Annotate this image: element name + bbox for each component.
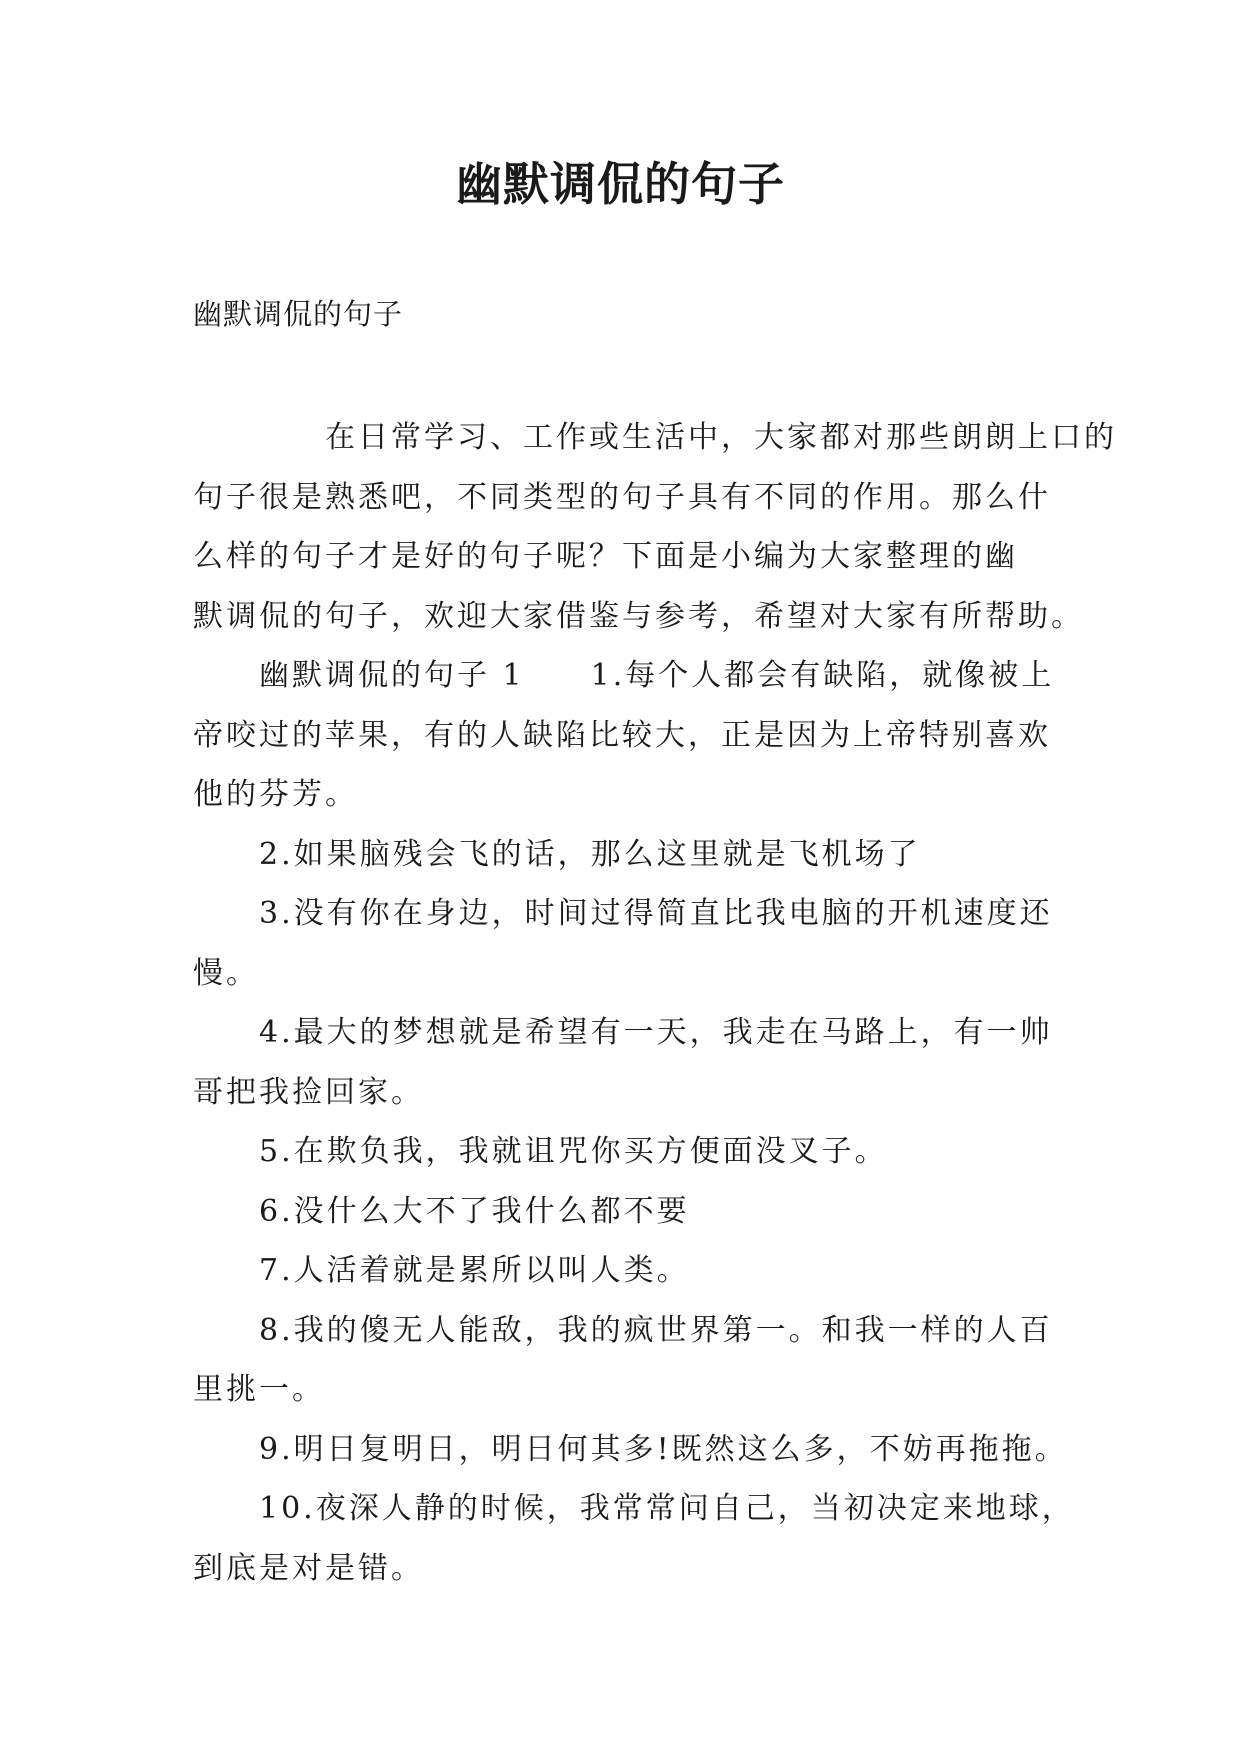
document-title: 幽默调侃的句子: [456, 157, 785, 211]
text-line: 8.我的傻无人能敌，我的疯世界第一。和我一样的人百: [259, 1312, 1053, 1348]
text-line: 到底是对是错。: [193, 1550, 424, 1586]
text-line: 7.人活着就是累所以叫人类。: [259, 1253, 690, 1288]
document-body: [193, 408, 1117, 1598]
text-line: 3.没有你在身边，时间过得简直比我电脑的开机速度还: [259, 896, 1053, 931]
text-line: 在日常学习、工作或生活中，大家都对那些朗朗上口的: [325, 420, 1117, 455]
text-line: 句子很是熟悉吧，不同类型的句子具有不同的作用。那么什: [193, 479, 1051, 515]
text-line: 默调侃的句子，欢迎大家借鉴与参考，希望对大家有所帮助。: [193, 598, 1084, 634]
text-line: 幽默调侃的句子 1 1.每个人都会有缺陷，就像被上: [259, 658, 1055, 693]
text-line: 6.没什么大不了我什么都不要: [259, 1193, 690, 1229]
text-line: 帝咬过的苹果，有的人缺陷比较大，正是因为上帝特别喜欢: [193, 717, 1051, 753]
document-subtitle: 幽默调侃的句子: [193, 297, 404, 331]
text-line: 他的芬芳。: [193, 777, 358, 812]
text-line: 2.如果脑残会飞的话，那么这里就是飞机场了: [259, 836, 921, 872]
text-line: 哥把我捡回家。: [193, 1074, 424, 1110]
text-line: 9.明日复明日，明日何其多!既然这么多，不妨再拖拖。: [259, 1431, 1068, 1467]
text-line: 么样的句子才是好的句子呢？下面是小编为大家整理的幽: [193, 539, 1018, 574]
text-line: 里挑一。: [193, 1372, 325, 1407]
text-line: 5.在欺负我，我就诅咒你买方便面没叉子。: [259, 1134, 888, 1169]
text-line: 10.夜深人静的时候，我常常问自己，当初决定来地球，: [259, 1491, 1075, 1526]
text-line: 4.最大的梦想就是希望有一天，我走在马路上，有一帅: [259, 1015, 1053, 1050]
text-line: 慢。: [193, 955, 259, 991]
